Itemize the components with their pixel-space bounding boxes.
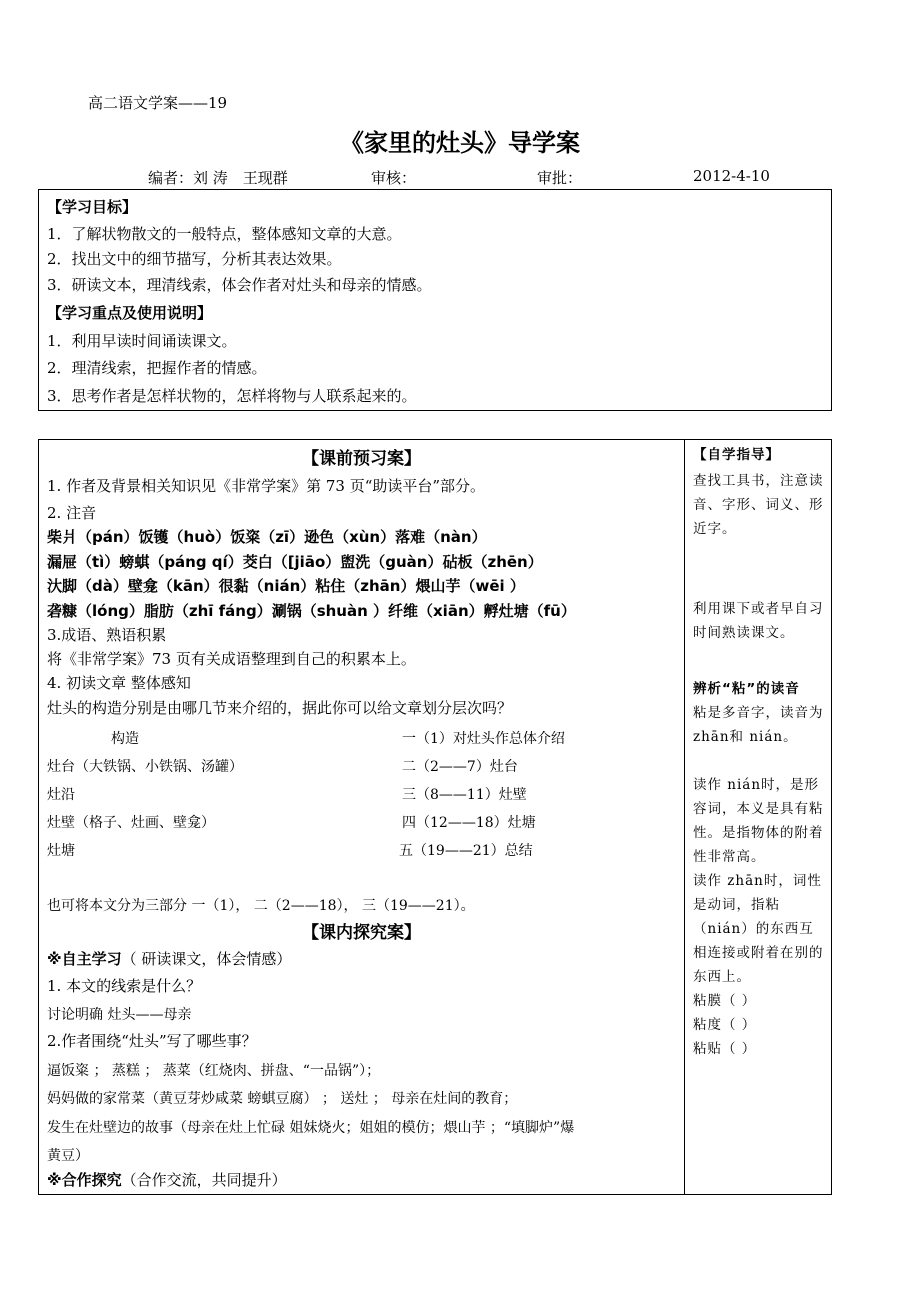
events-line: 发生在灶壁边的故事（母亲在灶上忙碌 姐妹烧火；姐姐的模仿；煨山芋 ；“填脚炉”爆: [47, 1120, 575, 1136]
structure-left: 灶沿: [47, 787, 75, 803]
coop-note: （合作交流，共同提升）: [121, 1171, 287, 1189]
preview-q1: 1. 作者及背景相关知识见《非常学案》第 73 页“助读平台”部分。: [47, 477, 486, 495]
page-title: 《家里的灶头》导学案: [340, 129, 580, 157]
goal-item: 3．研读文本，理清线索，体会作者对灶头和母亲的情感。: [47, 276, 432, 294]
sidebar-guide: [685, 440, 831, 1194]
structure-right: 五（19——21）总结: [399, 843, 533, 859]
sidebar-p4: 读作 nián时，是形容词，本义是具有粘性。是指物体的附着性非常高。: [693, 777, 824, 865]
editors: 编者：刘 涛 王现群: [148, 169, 288, 187]
goal-item: 2．找出文中的细节描写，分析其表达效果。: [47, 250, 342, 268]
preview-heading: 【课前预习案】: [302, 449, 421, 469]
focus-item: 3．思考作者是怎样状物的，怎样将物与人联系起来的。: [47, 387, 417, 405]
study-table: [38, 439, 832, 1195]
pinyin-line: 砻糠（lóng）脂肪（zhī fáng）涮锅（shuàn ）纤维（xiān）孵灶塘（fū）: [47, 602, 576, 620]
sidebar-p5: 读作 zhān时，词性是动词，指粘（nián）的东西互相连接或附着在别的东西上。: [693, 873, 824, 985]
sidebar-blank: 粘膜（ ）: [693, 993, 757, 1009]
goals-heading: 【学习目标】: [47, 198, 138, 216]
preview-q3: 3.成语、熟语积累: [47, 626, 167, 644]
sidebar-heading: 【自学指导】: [693, 447, 780, 463]
reviewer: 审核：: [371, 169, 417, 187]
series-label: 高二语文学案——19: [88, 94, 228, 112]
inclass-a1: 讨论明确 灶头——母亲: [47, 1007, 192, 1023]
sidebar-p2: 利用课下或者早自习时间熟读课文。: [693, 601, 824, 641]
pinyin-line: 汏脚（dà）壁龛（kān）很黏（nián）粘住（zhān）煨山芋（wēi ）: [47, 577, 525, 595]
goals-box: [38, 189, 832, 411]
structure-right: 一（1）对灶头作总体介绍: [402, 731, 565, 747]
three-parts: 也可将本文分为三部分 一（1）， 二（2——18）， 三（19——21）。: [47, 898, 475, 914]
sidebar-blank: 粘贴（ ）: [693, 1041, 757, 1057]
structure-left: 灶台（大铁锅、小铁锅、汤罐）: [47, 759, 243, 775]
inclass-heading: 【课内探究案】: [302, 923, 421, 943]
events-line: 逼饭粢 ； 蒸糕 ； 蒸菜（红烧肉、拼盘、“一品锅”）；: [47, 1063, 381, 1079]
structure-left: 灶壁（格子、灶画、壁龛）: [47, 815, 215, 831]
sidebar-p3-title: 辨析“粘”的读音: [693, 681, 800, 697]
preview-q4-text: 灶头的构造分别是由哪几节来介绍的，据此你可以给文章划分层次吗？: [47, 699, 513, 717]
coop-row: [47, 1169, 287, 1190]
focus-item: 1．利用早读时间诵读课文。: [47, 332, 237, 350]
coop-label: ※合作探究: [47, 1171, 122, 1189]
pinyin-line: 柴爿（pán）饭镬（huò）饭粢（zī）逊色（xùn）落难（nàn）: [47, 528, 487, 546]
self-study-note: （ 研读课文，体会情感）: [121, 950, 292, 968]
sidebar-p3: 粘是多音字，读音为 zhān和 nián。: [693, 705, 824, 745]
preview-q2: 2. 注音: [47, 504, 97, 522]
sidebar-p1: 查找工具书，注意读音、字形、词义、形近字。: [693, 473, 824, 537]
structure-right: 二（2——7）灶台: [402, 759, 518, 775]
approver: 审批：: [537, 169, 583, 187]
inclass-q2: 2.作者围绕“灶头”写了哪些事？: [47, 1032, 257, 1050]
focus-item: 2．理清线索，把握作者的情感。: [47, 359, 267, 377]
pinyin-line: 漏屉（tì）螃蜞（páng qí）茭白（[jiāo）盥洗（guàn）砧板（zhēn）: [47, 553, 543, 571]
self-study-row: [47, 948, 291, 969]
sidebar-blank: 粘度（ ）: [693, 1017, 757, 1033]
goal-item: 1．了解状物散文的一般特点，整体感知文章的大意。: [47, 225, 402, 243]
inclass-q1: 1. 本文的线索是什么？: [47, 977, 202, 995]
main-column: [39, 440, 684, 1194]
structure-left: 构造: [111, 731, 139, 747]
focus-heading: 【学习重点及使用说明】: [47, 304, 213, 322]
preview-q3-text: 将《非常学案》73 页有关成语整理到自己的积累本上。: [47, 650, 416, 668]
structure-right: 三（8——11）灶壁: [402, 787, 527, 803]
preview-q4: 4. 初读文章 整体感知: [47, 674, 191, 692]
structure-left: 灶塘: [47, 843, 75, 859]
self-study-label: ※自主学习: [47, 950, 122, 968]
events-line: 黄豆）: [47, 1148, 89, 1164]
date: 2012-4-10: [693, 167, 770, 185]
structure-right: 四（12——18）灶塘: [402, 815, 536, 831]
events-line: 妈妈做的家常菜（黄豆芽炒咸菜 螃蜞豆腐） ； 送灶 ； 母亲在灶间的教育；: [47, 1091, 518, 1107]
